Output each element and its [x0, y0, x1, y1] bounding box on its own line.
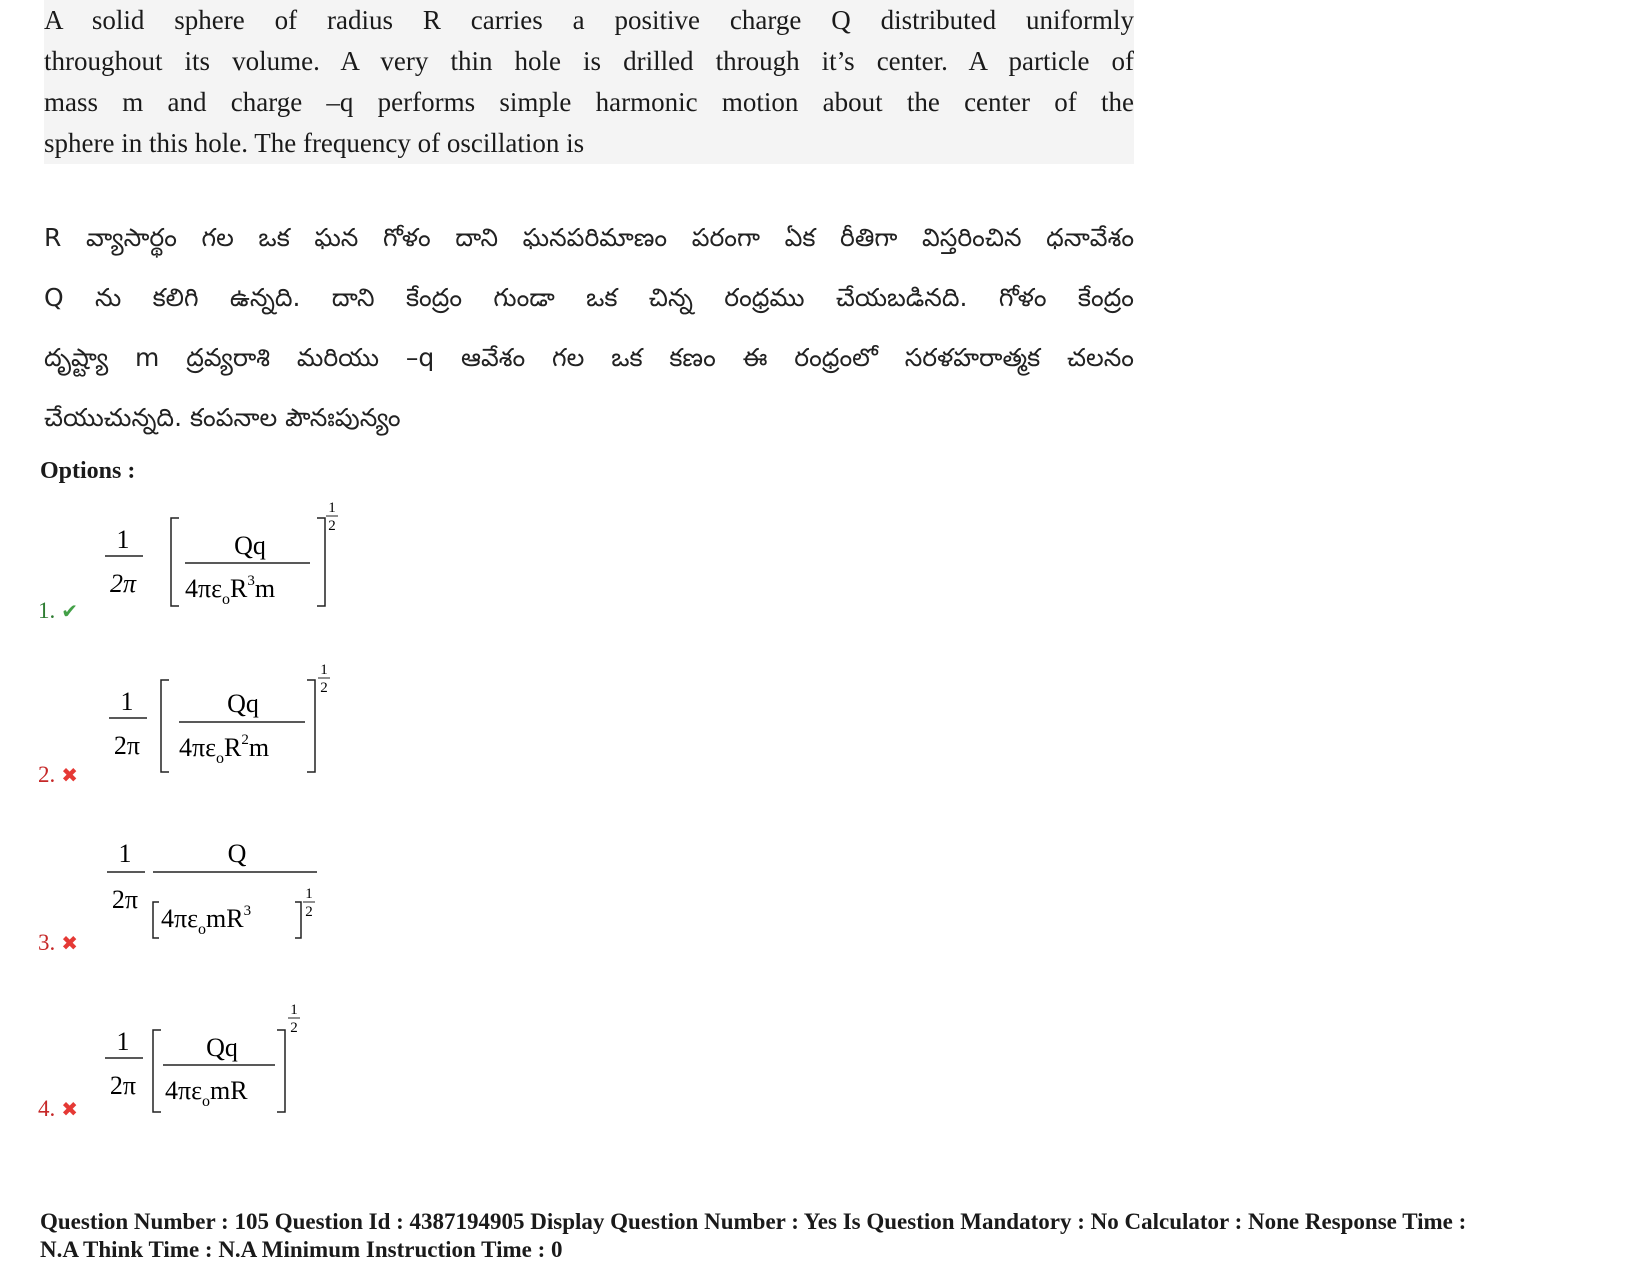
- fraction-denominator: 2π: [111, 885, 139, 914]
- exponent-denominator: 2: [328, 518, 336, 534]
- option-4-formula: [95, 1000, 335, 1120]
- exponent-denominator: 2: [305, 904, 313, 920]
- question-line: R వ్యాసార్థం గల ఒక ఘన గోళం దాని ఘనపరిమాణం పరంగా ఏక రీతిగా విస్తరించిన ధనావేశం: [44, 223, 1134, 252]
- option-2-formula: [95, 660, 355, 780]
- metadata-line: Question Number : 105 Question Id : 4387194905 Display Question Number : Yes Is Question Mandatory : No Calculator : None Response Time :: [40, 1209, 1467, 1234]
- exponent-numerator: 1: [328, 500, 336, 516]
- question-metadata: [40, 1208, 1620, 1264]
- check-icon: ✔: [61, 601, 79, 623]
- inner-denominator: $4\pi\varepsilon_oR^2m$: [179, 732, 270, 767]
- left-bracket: [171, 518, 179, 606]
- question-line: Q ను కలిగి ఉన్నది. దాని కేంద్రం గుండా ఒక చిన్న రంధ్రము చేయబడినది. గోళం కేంద్రం: [44, 283, 1134, 312]
- exponent-denominator: 2: [290, 1020, 298, 1036]
- left-bracket: [161, 680, 169, 772]
- exponent-numerator: 1: [320, 662, 328, 678]
- exponent-numerator: 1: [305, 886, 313, 902]
- metadata-line: N.A Think Time : N.A Minimum Instruction Time : 0: [40, 1237, 563, 1262]
- question-line: దృష్ట్యా m ద్రవ్యరాశి మరియు –q ఆవేశం గల ఒక కణం ఈ రంధ్రంలో సరళహరాత్మక చలనం: [44, 343, 1134, 372]
- inner-numerator: Qq: [227, 689, 259, 718]
- options-label: Options :: [40, 458, 136, 484]
- inner-numerator: Qq: [234, 531, 266, 560]
- cross-icon: ✖: [61, 933, 79, 955]
- fraction-numerator: 1: [116, 525, 130, 554]
- option-3-number[interactable]: [38, 930, 78, 956]
- option-1-formula: [95, 498, 355, 618]
- inner-denominator: $4\pi\varepsilon_oR^3m$: [185, 573, 276, 608]
- option-1-number[interactable]: [38, 598, 78, 624]
- option-4-number[interactable]: [38, 1096, 78, 1122]
- fraction-denominator: 2π: [113, 731, 141, 760]
- inner-numerator: Qq: [206, 1033, 238, 1062]
- left-bracket: [153, 902, 159, 938]
- right-bracket: [307, 680, 315, 772]
- fraction-numerator: 1: [120, 687, 134, 716]
- question-text-telugu: [44, 208, 1134, 448]
- question-text-english: [44, 0, 1134, 164]
- cross-icon: ✖: [61, 1099, 79, 1121]
- question-line: throughout its volume. A very thin hole is drilled through it’s center. A particle of: [44, 46, 1134, 76]
- fraction-numerator: 1: [118, 839, 132, 868]
- option-2-number[interactable]: [38, 762, 78, 788]
- fraction-denominator: 2π: [109, 569, 137, 598]
- option-number-label: 1.: [38, 598, 56, 623]
- fraction-denominator: 2π: [109, 1071, 137, 1100]
- fraction-numerator: 1: [116, 1027, 130, 1056]
- right-bracket: [317, 518, 325, 606]
- fraction-top: Q: [227, 839, 247, 868]
- question-line: sphere in this hole. The frequency of oscillation is: [44, 128, 585, 158]
- left-bracket: [153, 1030, 161, 1112]
- cross-icon: ✖: [61, 765, 79, 787]
- exponent-numerator: 1: [290, 1002, 298, 1018]
- option-number-label: 4.: [38, 1096, 56, 1121]
- inner-expression: $4\pi\varepsilon_omR^3$: [161, 903, 252, 938]
- right-bracket: [295, 902, 301, 938]
- question-line: A solid sphere of radius R carries a positive charge Q distributed uniformly: [44, 5, 1134, 35]
- question-line: చేయుచున్నది. కంపనాల పౌనఃపున్యం: [44, 403, 401, 432]
- right-bracket: [277, 1030, 285, 1112]
- exponent-denominator: 2: [320, 680, 328, 696]
- option-3-formula: [95, 820, 355, 950]
- question-line: mass m and charge –q performs simple harmonic motion about the center of the: [44, 87, 1134, 117]
- inner-denominator: $4\pi\varepsilon_omR$: [165, 1076, 248, 1110]
- option-number-label: 3.: [38, 930, 56, 955]
- option-number-label: 2.: [38, 762, 56, 787]
